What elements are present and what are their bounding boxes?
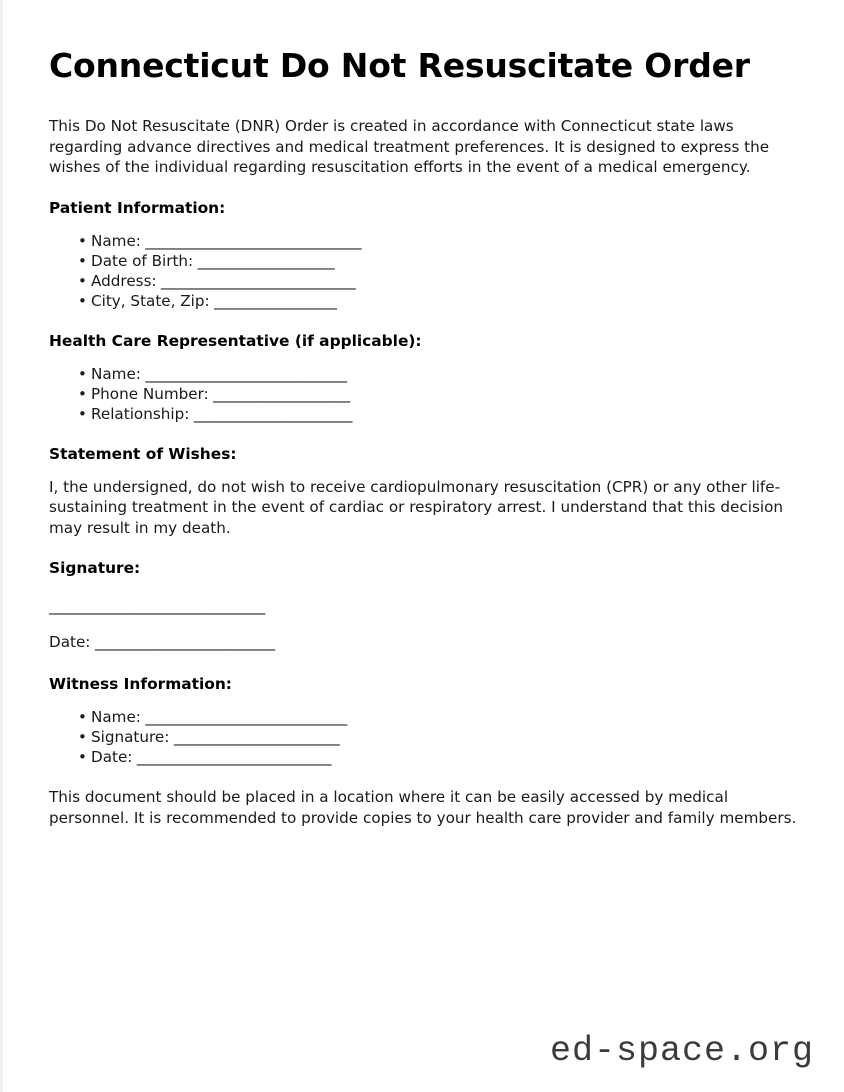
field-label: Date:: [91, 748, 133, 766]
footer-watermark: ed-space.org: [549, 1031, 814, 1071]
list-item: [49, 404, 799, 424]
field-blank[interactable]: ______________________: [189, 404, 353, 423]
health-care-representative-fields: [49, 364, 799, 424]
list-item: [49, 231, 799, 251]
field-blank[interactable]: ___________________________: [156, 271, 356, 290]
field-label: Date:: [49, 633, 91, 651]
field-blank[interactable]: ___________________: [208, 384, 350, 403]
list-item: [49, 364, 799, 384]
statement-of-wishes-heading: Statement of Wishes:: [49, 444, 237, 463]
document-content: [49, 46, 799, 848]
field-blank[interactable]: ______________________________: [140, 231, 362, 250]
signature-heading: Signature:: [49, 559, 141, 577]
field-blank[interactable]: _________________________: [90, 633, 275, 651]
health-care-representative-heading: Health Care Representative (if applicable):: [49, 331, 422, 350]
field-label: Signature:: [91, 728, 170, 746]
page-title: Connecticut Do Not Resuscitate Order: [49, 46, 750, 85]
list-item: [49, 707, 799, 727]
field-label: Date of Birth:: [91, 251, 194, 270]
field-blank[interactable]: _________________: [209, 291, 337, 310]
patient-information-heading: Patient Information:: [49, 198, 226, 217]
intro-paragraph: This Do Not Resuscitate (DNR) Order is created in accordance with Connecticut state laws regarding advance directives and medical treatment preferences. It is designed to express the wishes of the individual regarding resuscitation efforts in the event of a medical emergency.: [49, 117, 770, 176]
list-item: [49, 251, 799, 271]
field-blank[interactable]: ____________________________: [140, 364, 347, 383]
witness-information-fields: [49, 707, 799, 767]
closing-paragraph: This document should be placed in a location where it can be easily accessed by medical personnel. It is recommended to provide copies to your health care provider and family members.: [49, 788, 797, 827]
field-label: Phone Number:: [91, 384, 209, 403]
field-label: Name:: [91, 364, 141, 383]
field-blank[interactable]: ____________________________: [140, 708, 347, 726]
signature-blank[interactable]: ______________________________: [49, 597, 265, 615]
field-blank[interactable]: ___________________________: [132, 748, 332, 766]
field-label: City, State, Zip:: [91, 291, 210, 310]
field-label: Relationship:: [91, 404, 190, 423]
list-item: [49, 271, 799, 291]
field-label: Name:: [91, 708, 141, 726]
list-item: [49, 727, 799, 747]
list-item: [49, 384, 799, 404]
list-item: [49, 747, 799, 767]
list-item: [49, 291, 799, 311]
field-blank[interactable]: ___________________: [193, 251, 335, 270]
witness-information-heading: Witness Information:: [49, 675, 232, 693]
field-label: Name:: [91, 231, 141, 250]
patient-information-fields: [49, 231, 799, 311]
field-blank[interactable]: _______________________: [169, 728, 340, 746]
signature-date-line: [49, 632, 799, 652]
field-label: Address:: [91, 271, 157, 290]
signature-block: [49, 596, 799, 652]
statement-of-wishes-paragraph: I, the undersigned, do not wish to receive cardiopulmonary resuscitation (CPR) or any other life-sustaining treatment in the event of cardiac or respiratory arrest. I understand that this decision may result in my death.: [49, 477, 784, 537]
